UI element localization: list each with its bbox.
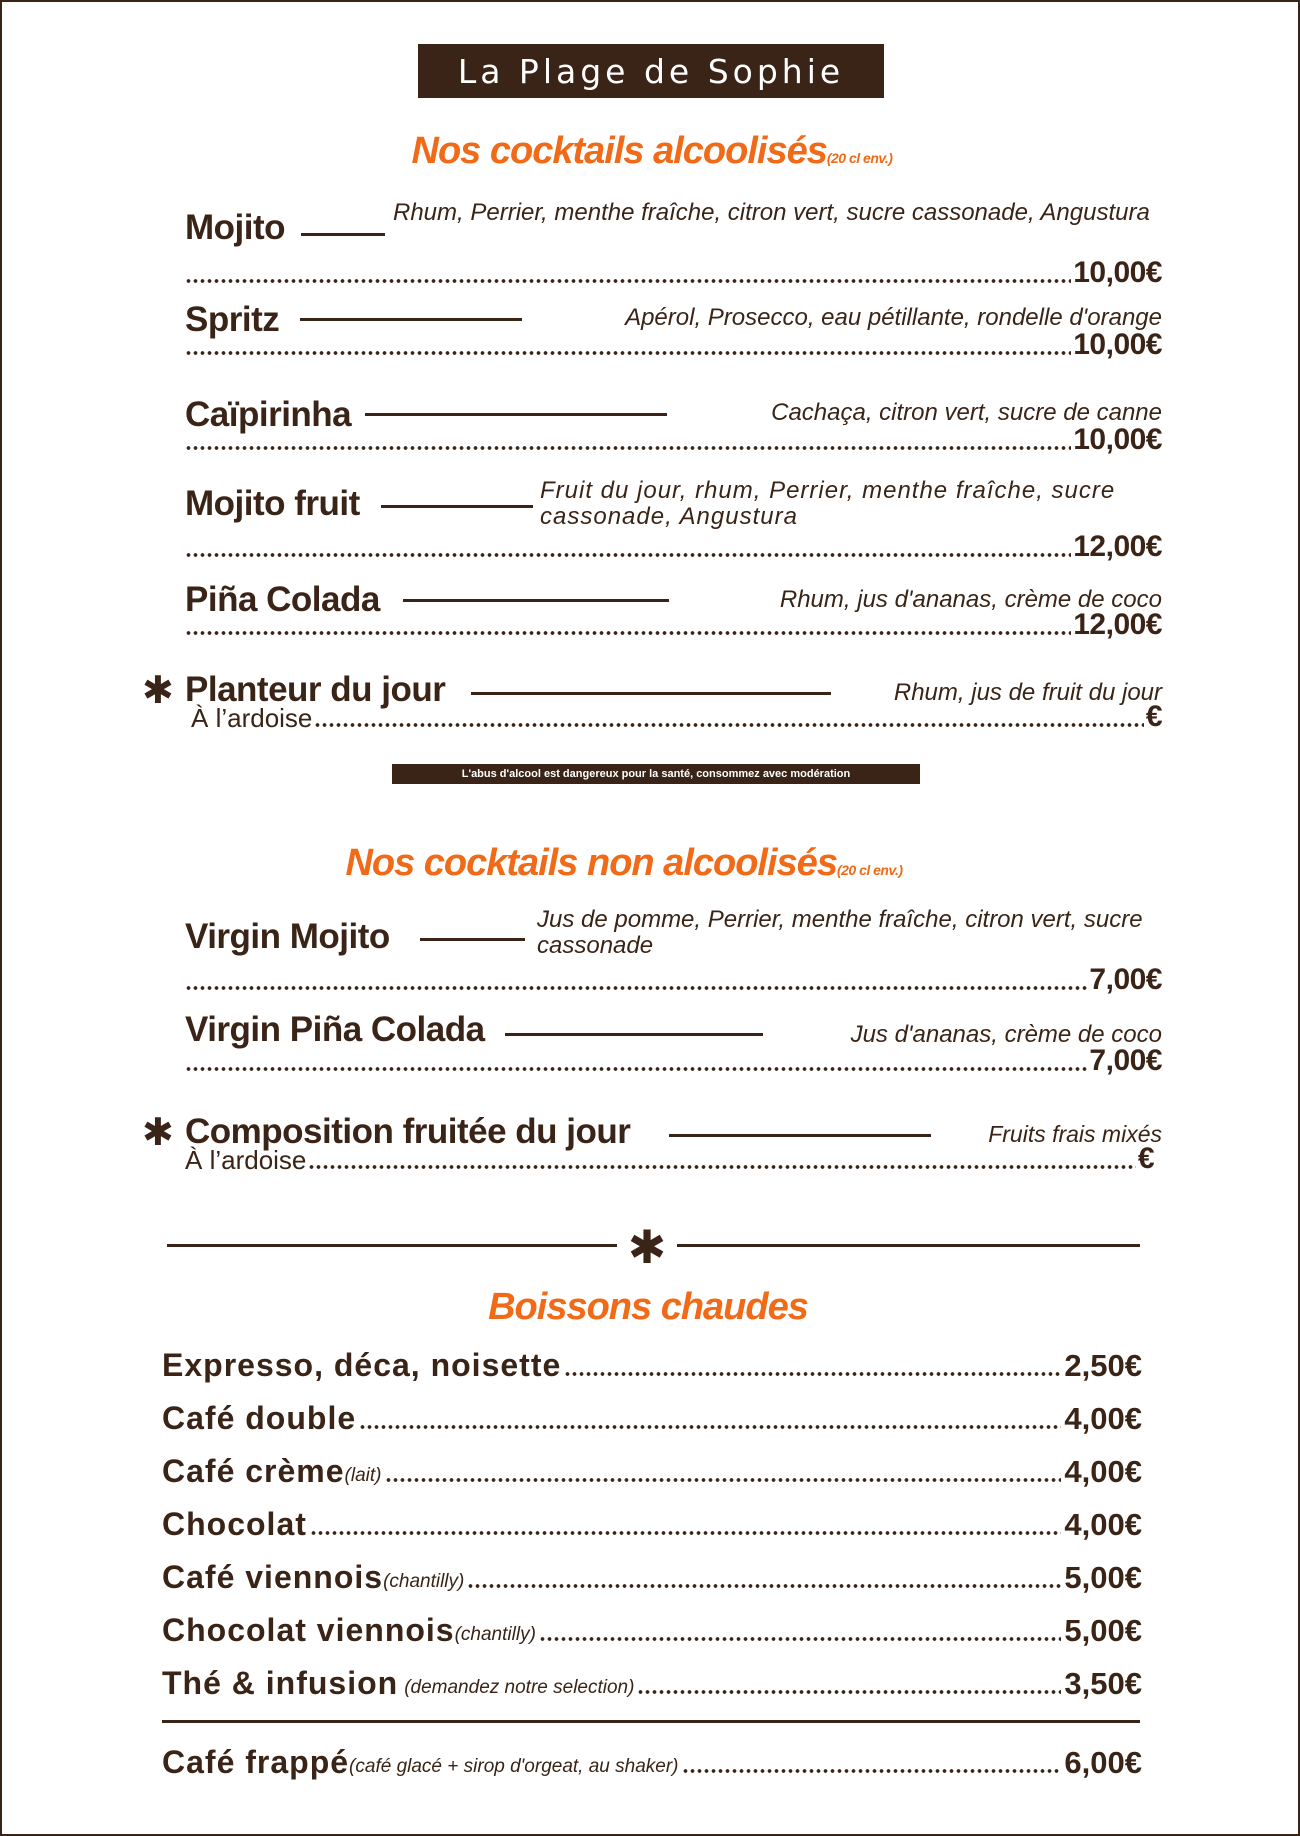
hot-item-expresso — [162, 1338, 1142, 1384]
menu-item-spritz — [185, 292, 1162, 362]
dot-leader — [185, 985, 1087, 991]
menu-item-composition-fruitee — [185, 1104, 1162, 1176]
item-price: 10,00€ — [1073, 328, 1162, 361]
item-price: 10,00€ — [1073, 256, 1162, 289]
non-alcoholic-section-title — [0, 842, 1274, 885]
leader-line — [403, 599, 669, 602]
divider-right — [677, 1244, 1140, 1247]
dot-leader — [359, 1424, 1061, 1430]
item-description: Rhum, jus d'ananas, crème de coco — [779, 586, 1162, 613]
hot-item-name: Thé & infusion — [162, 1665, 399, 1701]
hot-item-price: 3,50€ — [1064, 1666, 1142, 1701]
divider-star-icon: ✱ — [627, 1221, 667, 1273]
item-description: Rhum, Perrier, menthe fraîche, citron vert, sucre cassonade, Angustura — [393, 199, 1150, 226]
non-alcoholic-volume-note: (20 cl env.) — [836, 862, 903, 878]
dot-leader — [467, 1583, 1061, 1589]
hot-item-name: Café viennois — [162, 1559, 384, 1595]
item-name: Caïpirinha — [185, 395, 352, 434]
item-name: Virgin Piña Colada — [185, 1010, 485, 1049]
item-name: Planteur du jour — [185, 670, 446, 709]
restaurant-title — [418, 44, 884, 98]
hot-item-cafe-viennois — [162, 1550, 1142, 1596]
menu-item-virgin-pina-colada — [185, 1002, 1162, 1078]
menu-item-pina-colada — [185, 572, 1162, 642]
hot-item-chocolat — [162, 1497, 1142, 1543]
hot-drinks-section-title — [0, 1286, 1298, 1329]
menu-item-planteur-du-jour — [185, 662, 1162, 734]
hot-item-name: Chocolat — [162, 1506, 307, 1542]
dot-leader — [385, 1477, 1062, 1483]
leader-line — [301, 233, 385, 236]
item-price: 12,00€ — [1073, 530, 1162, 563]
dot-leader — [185, 278, 1071, 284]
leader-line — [471, 692, 831, 695]
alcoholic-section-title — [2, 130, 1300, 173]
leader-line — [300, 318, 522, 321]
dot-leader — [539, 1636, 1062, 1642]
item-price: 7,00€ — [1089, 1044, 1162, 1077]
hot-item-chocolat-viennois — [162, 1603, 1142, 1649]
leader-line — [365, 413, 667, 416]
hot-item-price: 5,00€ — [1064, 1613, 1142, 1648]
leader-line — [669, 1134, 931, 1137]
dot-leader — [637, 1689, 1061, 1695]
hot-item-cafe-frappe — [162, 1735, 1142, 1781]
menu-item-caipirinha — [185, 387, 1162, 457]
leader-line — [420, 938, 525, 941]
item-price: 10,00€ — [1073, 423, 1162, 456]
dot-leader — [314, 722, 1143, 728]
hot-item-price: 4,00€ — [1064, 1454, 1142, 1489]
hot-item-note: (chantilly) — [383, 1571, 465, 1592]
item-prefix: À l’ardoise — [185, 1145, 307, 1175]
menu-item-virgin-mojito — [185, 907, 1162, 997]
alcoholic-heading: Nos cocktails alcoolisés — [411, 130, 827, 172]
item-description: Fruit du jour, rhum, Perrier, menthe fraîche, sucre cassonade, Angustura — [540, 477, 1116, 530]
hot-item-the-infusion — [162, 1656, 1142, 1702]
item-price: 7,00€ — [1089, 963, 1162, 996]
item-name: Composition fruitée du jour — [185, 1112, 631, 1151]
alcohol-warning — [392, 764, 920, 784]
dot-leader — [310, 1530, 1062, 1536]
hot-item-price: 5,00€ — [1064, 1560, 1142, 1595]
hot-drinks-separator — [162, 1720, 1140, 1723]
hot-item-note: (chantilly) — [454, 1624, 536, 1645]
item-name: Spritz — [185, 300, 280, 339]
dot-leader — [682, 1768, 1062, 1774]
hot-drinks-heading: Boissons chaudes — [488, 1286, 808, 1328]
hot-item-note: (lait) — [344, 1465, 382, 1486]
hot-item-note: (demandez notre selection) — [404, 1677, 635, 1698]
item-description: Apérol, Prosecco, eau pétillante, rondelle d'orange — [625, 304, 1162, 331]
item-price: 12,00€ — [1073, 608, 1162, 641]
star-icon: ✱ — [142, 1112, 174, 1154]
dot-leader — [308, 1164, 1135, 1170]
menu-item-mojito — [185, 200, 1162, 290]
item-name: Mojito — [185, 208, 286, 247]
dot-leader — [185, 445, 1071, 451]
alcohol-warning-text: L'abus d'alcool est dangereux pour la santé, consommez avec modération — [461, 768, 851, 780]
menu-item-mojito-fruit — [185, 474, 1162, 564]
item-name: Virgin Mojito — [185, 917, 390, 956]
hot-item-cafe-creme — [162, 1444, 1142, 1490]
item-price: € — [1137, 1142, 1154, 1175]
hot-item-name: Expresso, déca, noisette — [162, 1347, 562, 1383]
non-alcoholic-heading: Nos cocktails non alcoolisés — [345, 842, 837, 884]
dot-leader — [185, 630, 1071, 636]
item-description: Cachaça, citron vert, sucre de canne — [771, 399, 1162, 426]
hot-item-cafe-double — [162, 1391, 1142, 1437]
item-description: Fruits frais mixés — [988, 1121, 1162, 1147]
leader-line — [505, 1033, 763, 1036]
hot-item-note: (café glacé + sirop d'orgeat, au shaker) — [349, 1756, 679, 1777]
hot-item-price: 2,50€ — [1064, 1348, 1142, 1383]
item-name: Mojito fruit — [185, 484, 360, 523]
hot-item-price: 4,00€ — [1064, 1401, 1142, 1436]
hot-item-name: Café double — [162, 1400, 357, 1436]
divider-left — [167, 1244, 617, 1247]
hot-item-name: Café frappé — [162, 1744, 350, 1780]
item-description: Jus d'ananas, crème de coco — [850, 1021, 1162, 1048]
item-prefix: À l’ardoise — [191, 703, 313, 733]
leader-line — [381, 505, 533, 508]
dot-leader — [185, 552, 1071, 558]
restaurant-title-text: La Plage de Sophie — [457, 51, 845, 91]
hot-item-price: 6,00€ — [1064, 1745, 1142, 1780]
alcoholic-volume-note: (20 cl env.) — [826, 150, 893, 166]
dot-leader — [185, 350, 1071, 356]
dot-leader — [185, 1066, 1087, 1072]
star-icon: ✱ — [142, 670, 174, 712]
item-price: € — [1145, 700, 1162, 733]
item-name: Piña Colada — [185, 580, 380, 619]
hot-item-name: Chocolat viennois — [162, 1612, 455, 1648]
hot-item-price: 4,00€ — [1064, 1507, 1142, 1542]
dot-leader — [564, 1371, 1061, 1377]
hot-item-name: Café crème — [162, 1453, 345, 1489]
item-description: Rhum, jus de fruit du jour — [893, 679, 1162, 706]
item-description: Jus de pomme, Perrier, menthe fraîche, citron vert, sucre cassonade — [537, 906, 1143, 959]
